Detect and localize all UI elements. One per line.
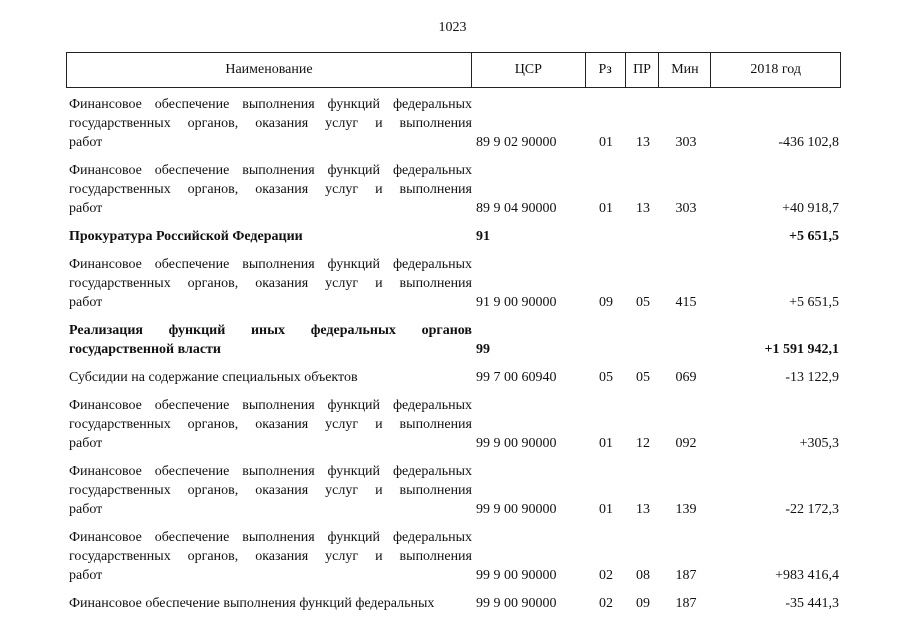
table-body [66, 95, 841, 622]
row-name [66, 594, 472, 613]
row-rz-cell [586, 434, 626, 453]
row-min: 139 [675, 502, 697, 517]
row-value: -22 172,3 [785, 502, 839, 517]
row-rz-cell [586, 368, 626, 387]
table-row [66, 462, 841, 519]
row-name-line: государственных органов, оказания услуг и выполнения [69, 276, 472, 291]
row-pr-cell [626, 434, 660, 453]
row-csr-cell [472, 500, 586, 519]
row-name-line: Финансовое обеспечение выполнения функций федеральных [69, 530, 472, 545]
row-min: 415 [675, 295, 697, 310]
row-name [66, 321, 472, 359]
row-name-line: государственных органов, оказания услуг и выполнения [69, 182, 472, 197]
row-csr: 91 9 00 90000 [476, 295, 557, 310]
row-name-line: работ [69, 568, 103, 583]
row-value-cell [712, 594, 841, 613]
row-value: +5 651,5 [789, 229, 839, 244]
row-name [66, 396, 472, 453]
row-pr-cell [626, 133, 660, 152]
row-pr-cell [626, 566, 660, 585]
row-csr: 89 9 02 90000 [476, 135, 557, 150]
table-row [66, 528, 841, 585]
row-pr-cell [626, 594, 660, 613]
row-min-cell [660, 566, 712, 585]
row-value: +983 416,4 [775, 568, 839, 583]
row-value-cell [712, 368, 841, 387]
row-name-line: Реализация функций иных федеральных органов [69, 323, 472, 338]
row-name-line: Прокуратура Российской Федерации [69, 229, 303, 244]
row-value: -436 102,8 [778, 135, 839, 150]
row-name-line: государственных органов, оказания услуг и выполнения [69, 483, 472, 498]
row-name-line: Финансовое обеспечение выполнения функций федеральных [69, 464, 472, 479]
row-value: +40 918,7 [782, 201, 839, 216]
header-year: 2018 год [750, 62, 801, 77]
row-value-cell [712, 199, 841, 218]
row-pr: 05 [636, 295, 650, 310]
header-min: Мин [659, 53, 711, 87]
row-name-line: Финансовое обеспечение выполнения функций федеральных [69, 163, 472, 178]
row-csr: 99 [476, 342, 490, 357]
row-value: -35 441,3 [785, 596, 839, 611]
row-pr: 13 [636, 502, 650, 517]
row-csr-cell [472, 340, 586, 359]
row-name [66, 462, 472, 519]
table-row [66, 368, 841, 387]
row-name-line: Субсидии на содержание специальных объектов [69, 370, 358, 385]
row-rz: 01 [599, 436, 613, 451]
row-value-cell [712, 434, 841, 453]
row-rz: 01 [599, 502, 613, 517]
header-rz: Рз [586, 53, 626, 87]
row-csr-cell [472, 434, 586, 453]
row-rz: 02 [599, 596, 613, 611]
row-name-line: работ [69, 502, 103, 517]
row-value-cell [712, 500, 841, 519]
row-min: 303 [675, 201, 697, 216]
table-row [66, 594, 841, 613]
row-name-line: работ [69, 201, 103, 216]
row-name-line: работ [69, 436, 103, 451]
row-min-cell [660, 368, 712, 387]
row-value-cell [712, 566, 841, 585]
row-name-line: работ [69, 295, 103, 310]
row-value: +5 651,5 [789, 295, 839, 310]
row-csr-cell [472, 594, 586, 613]
row-name [66, 161, 472, 218]
row-csr: 99 7 00 60940 [476, 370, 557, 385]
page-number: 1023 [438, 20, 467, 35]
row-min-cell [660, 434, 712, 453]
row-name [66, 95, 472, 152]
table-row [66, 161, 841, 218]
row-csr-cell [472, 199, 586, 218]
row-csr: 99 9 00 90000 [476, 502, 557, 517]
row-min: 303 [675, 135, 697, 150]
row-name-line: государственных органов, оказания услуг и выполнения [69, 549, 472, 564]
row-name [66, 368, 472, 387]
row-min-cell [660, 594, 712, 613]
header-csr: ЦСР [472, 53, 586, 87]
row-name-line: работ [69, 135, 103, 150]
row-min: 092 [675, 436, 697, 451]
row-name-line: государственных органов, оказания услуг и выполнения [69, 417, 472, 432]
header-name: Наименование [67, 53, 472, 87]
row-rz-cell [586, 199, 626, 218]
header-pr: ПР [626, 53, 660, 87]
row-value-cell [712, 340, 841, 359]
row-pr-cell [626, 368, 660, 387]
row-csr-cell [472, 566, 586, 585]
row-name-line: Финансовое обеспечение выполнения функций федеральных [69, 97, 472, 112]
row-pr-cell [626, 293, 660, 312]
row-pr: 13 [636, 201, 650, 216]
row-rz: 05 [599, 370, 613, 385]
row-csr-cell [472, 227, 586, 246]
row-pr: 09 [636, 596, 650, 611]
table-row [66, 227, 841, 246]
row-rz: 09 [599, 295, 613, 310]
row-pr-cell [626, 500, 660, 519]
row-rz-cell [586, 500, 626, 519]
row-value-cell [712, 293, 841, 312]
row-rz-cell [586, 566, 626, 585]
row-csr: 89 9 04 90000 [476, 201, 557, 216]
row-value: +305,3 [799, 436, 839, 451]
row-min: 069 [675, 370, 697, 385]
row-min-cell [660, 293, 712, 312]
row-rz-cell [586, 293, 626, 312]
row-min-cell [660, 500, 712, 519]
table-row [66, 321, 841, 359]
row-pr: 08 [636, 568, 650, 583]
row-value-cell [712, 227, 841, 246]
row-min-cell [660, 199, 712, 218]
row-rz: 01 [599, 201, 613, 216]
row-csr: 99 9 00 90000 [476, 436, 557, 451]
row-min: 187 [675, 596, 697, 611]
row-rz: 02 [599, 568, 613, 583]
row-pr: 05 [636, 370, 650, 385]
table-header [66, 52, 841, 88]
row-name [66, 227, 472, 246]
row-csr-cell [472, 368, 586, 387]
row-csr: 91 [476, 229, 490, 244]
row-name-line: Финансовое обеспечение выполнения функций федеральных [69, 398, 472, 413]
row-min-cell [660, 133, 712, 152]
row-pr: 13 [636, 135, 650, 150]
row-csr-cell [472, 293, 586, 312]
row-csr: 99 9 00 90000 [476, 596, 557, 611]
table-row [66, 95, 841, 152]
row-pr-cell [626, 199, 660, 218]
row-rz-cell [586, 594, 626, 613]
row-value: -13 122,9 [785, 370, 839, 385]
row-value: +1 591 942,1 [764, 342, 839, 357]
row-name-line: Финансовое обеспечение выполнения функций федеральных [69, 257, 472, 272]
row-name [66, 528, 472, 585]
row-pr: 12 [636, 436, 650, 451]
table-row [66, 396, 841, 453]
row-name-line: государственных органов, оказания услуг и выполнения [69, 116, 472, 131]
table-row [66, 255, 841, 312]
row-value-cell [712, 133, 841, 152]
row-csr: 99 9 00 90000 [476, 568, 557, 583]
row-rz-cell [586, 133, 626, 152]
row-name [66, 255, 472, 312]
row-rz: 01 [599, 135, 613, 150]
row-name-line: Финансовое обеспечение выполнения функций федеральных [69, 596, 435, 611]
row-min: 187 [675, 568, 697, 583]
row-name-line: государственной власти [69, 342, 221, 357]
row-csr-cell [472, 133, 586, 152]
